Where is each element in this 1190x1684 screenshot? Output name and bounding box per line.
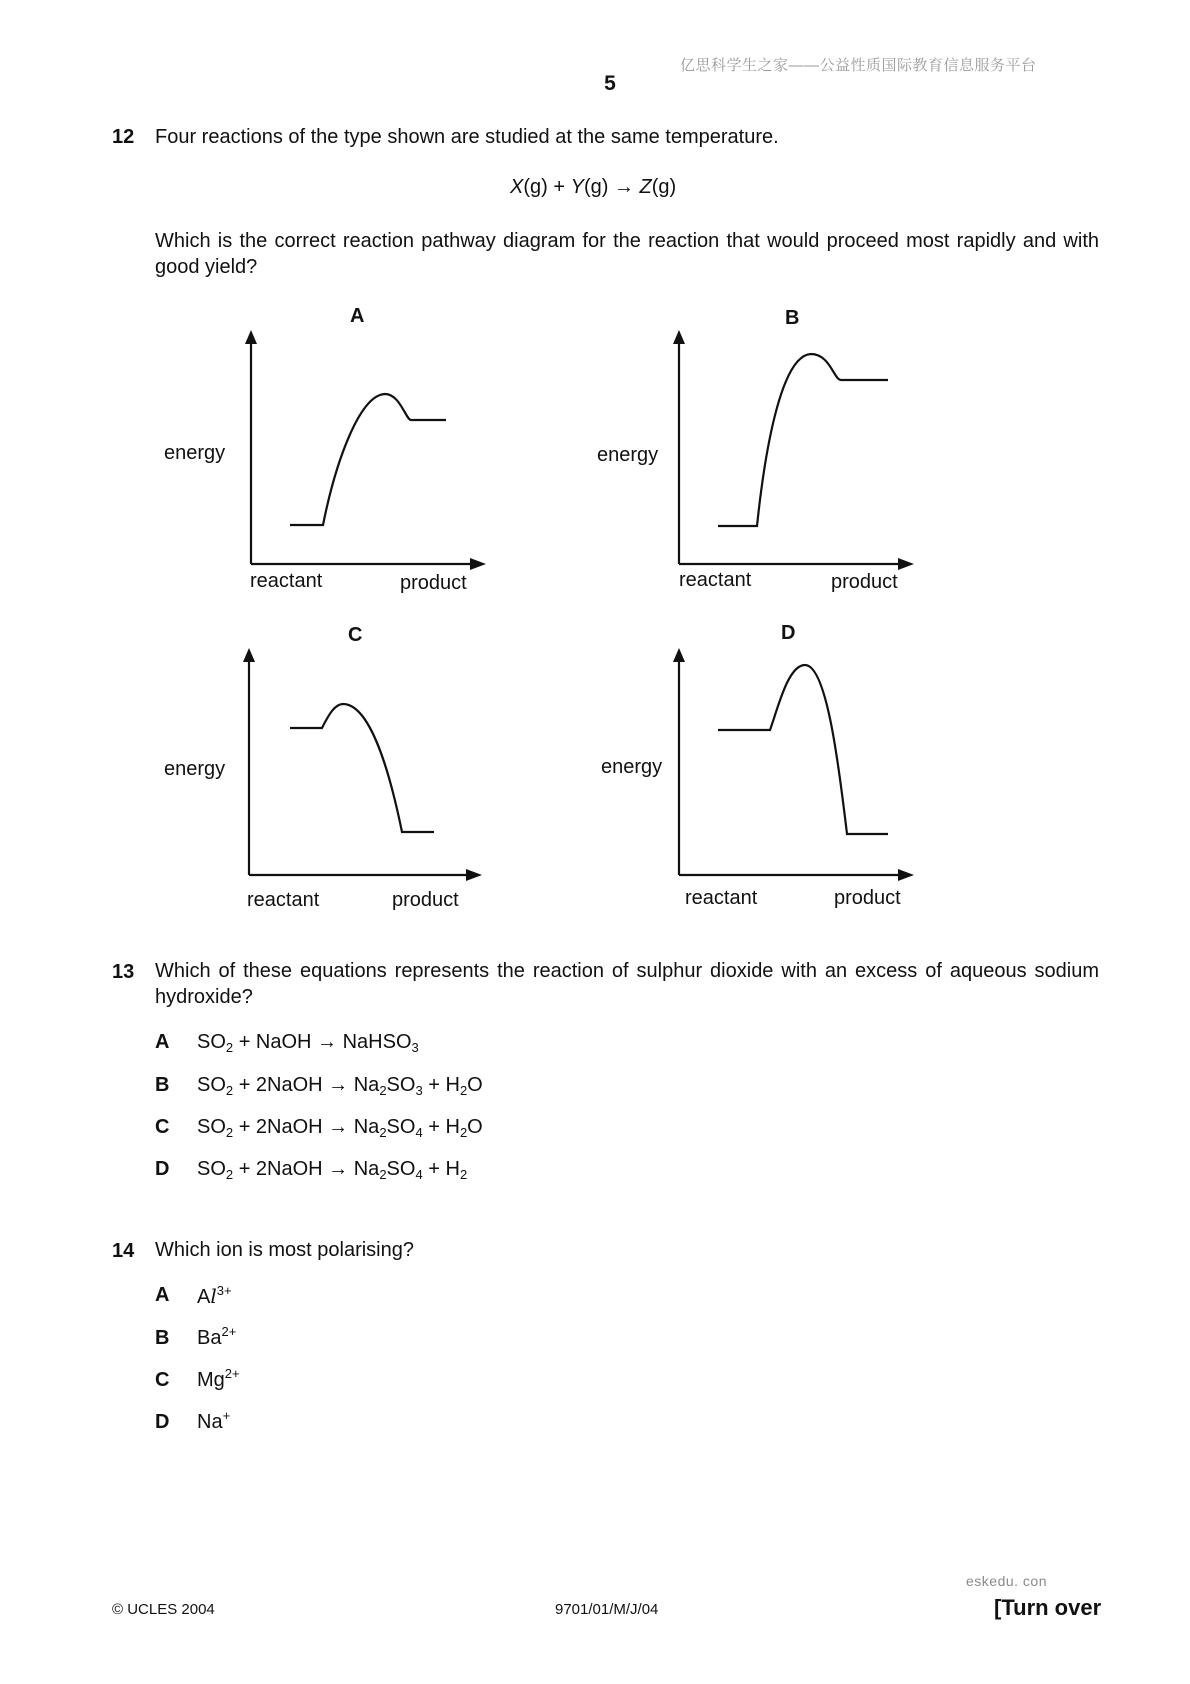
diagram-c-reactant-label: reactant (247, 889, 320, 911)
diagram-a-y-arrow (245, 330, 257, 344)
copyright-text: © UCLES 2004 (112, 1601, 215, 1618)
q13-option-a-equation (197, 1031, 419, 1054)
eq-text: + 2NaOH → Na (233, 1074, 380, 1096)
ion-charge: 2+ (221, 1324, 237, 1339)
question-12-prompt: Which is the correct reaction pathway diagram for the reaction that would proceed most rapidly and with good yield? (155, 230, 1099, 278)
eq-part-1: (g) + (523, 176, 571, 198)
eq-subscript: 3 (411, 1040, 419, 1055)
diagram-d-plot (658, 648, 918, 888)
eq-text: SO (386, 1158, 416, 1180)
ion-symbol: Mg (197, 1369, 225, 1391)
diagram-a-curve (290, 394, 446, 525)
eq-subscript: 2 (225, 1167, 234, 1182)
q14-option-c-letter: C (155, 1369, 170, 1391)
watermark-text: 亿思科学生之家——公益性质国际教育信息服务平台 (680, 57, 1037, 74)
eq-subscript: 2 (459, 1083, 468, 1098)
diagram-c-x-arrow (466, 869, 482, 881)
eq-subscript: 3 (415, 1083, 423, 1098)
eq-text: O (467, 1074, 483, 1096)
q14-option-d-letter: D (155, 1411, 170, 1433)
eq-part-3: (g) (651, 176, 677, 198)
question-12-equation (510, 176, 676, 199)
eq-text: SO (386, 1074, 416, 1096)
diagram-b-y-arrow (673, 330, 685, 344)
q13-option-c-letter: C (155, 1116, 170, 1138)
diagram-c-y-arrow (243, 648, 255, 662)
diagram-b-curve (718, 354, 888, 526)
q14-option-b-letter: B (155, 1327, 170, 1349)
diagram-b-product-label: product (831, 571, 898, 593)
eq-text: + 2NaOH → Na (233, 1116, 380, 1138)
diagram-d-reactant-label: reactant (685, 887, 758, 909)
eq-subscript: 2 (459, 1125, 468, 1140)
ion-charge: 2+ (224, 1366, 240, 1381)
eq-part-2: (g) → (583, 176, 640, 198)
diagram-b-letter: B (785, 307, 800, 329)
ion-symbol-script-l: l (210, 1284, 217, 1308)
q14-option-a-letter: A (155, 1284, 170, 1306)
q13-option-b-equation (197, 1074, 483, 1097)
eq-text: + 2NaOH → Na (233, 1158, 380, 1180)
question-12-text: Four reactions of the type shown are studied at the same temperature. (155, 126, 779, 148)
eq-text: SO (197, 1074, 226, 1096)
ion-symbol: Na (197, 1411, 223, 1433)
species-y: Y (570, 176, 584, 198)
eq-subscript: 2 (225, 1083, 234, 1098)
species-z: Z (639, 176, 652, 198)
diagram-a-x-arrow (470, 558, 486, 570)
diagram-a-product-label: product (400, 572, 467, 594)
diagram-d-letter: D (781, 622, 796, 644)
question-13-text: Which of these equations represents the reaction of sulphur dioxide with an excess of aqueous sodium hydroxide? (155, 960, 1099, 1008)
q13-option-a-letter: A (155, 1031, 170, 1053)
diagram-b-x-arrow (898, 558, 914, 570)
ion-charge: + (222, 1408, 231, 1423)
eq-subscript: 2 (225, 1040, 234, 1055)
q14-option-c-ion (197, 1366, 240, 1392)
eq-subscript: 2 (379, 1167, 387, 1182)
diagram-c-energy-label: energy (164, 758, 226, 780)
q14-option-d-ion (197, 1408, 231, 1434)
diagram-d-x-arrow (898, 869, 914, 881)
q14-option-a-ion (197, 1284, 232, 1309)
q13-option-c-equation (197, 1116, 483, 1139)
q13-option-d-equation (197, 1158, 467, 1181)
diagram-b-reactant-label: reactant (679, 569, 752, 591)
eq-subscript: 4 (415, 1125, 423, 1140)
diagram-a-letter: A (350, 305, 365, 327)
site-watermark: eskedu. con (966, 1573, 1047, 1589)
diagram-a-reactant-label: reactant (250, 570, 323, 592)
eq-text: SO (197, 1031, 226, 1053)
diagram-c-plot (228, 648, 488, 888)
eq-text: O (467, 1116, 483, 1138)
ion-symbol: A (197, 1286, 211, 1308)
eq-subscript: 2 (379, 1083, 387, 1098)
eq-text: + H (422, 1074, 460, 1096)
question-12-number: 12 (112, 126, 135, 148)
ion-charge: 3+ (216, 1283, 232, 1298)
eq-text: SO (197, 1158, 226, 1180)
diagram-d-curve (718, 665, 888, 834)
question-14-text: Which ion is most polarising? (155, 1239, 414, 1261)
q13-option-d-letter: D (155, 1158, 170, 1180)
paper-code: 9701/01/M/J/04 (555, 1601, 659, 1618)
eq-text: + NaOH → NaHSO (233, 1031, 412, 1053)
eq-subscript: 4 (415, 1167, 423, 1182)
eq-subscript: 2 (225, 1125, 234, 1140)
page-number: 5 (604, 72, 616, 95)
diagram-a-energy-label: energy (164, 442, 226, 464)
eq-subscript: 2 (379, 1125, 387, 1140)
q14-option-b-ion (197, 1324, 237, 1350)
ion-symbol: Ba (197, 1327, 222, 1349)
diagram-b-plot (658, 330, 918, 570)
eq-subscript: 2 (459, 1167, 468, 1182)
diagram-c-product-label: product (392, 889, 459, 911)
q13-option-b-letter: B (155, 1074, 170, 1096)
diagram-c-curve (290, 704, 434, 832)
eq-text: SO (386, 1116, 416, 1138)
question-14-number: 14 (112, 1240, 135, 1262)
question-13-number: 13 (112, 961, 135, 983)
diagram-d-y-arrow (673, 648, 685, 662)
diagram-d-energy-label: energy (601, 756, 663, 778)
diagram-d-product-label: product (834, 887, 901, 909)
diagram-c-letter: C (348, 624, 363, 646)
eq-text: SO (197, 1116, 226, 1138)
diagram-b-energy-label: energy (597, 444, 659, 466)
diagram-a-plot (230, 330, 490, 570)
eq-text: + H (422, 1116, 460, 1138)
eq-text: + H (422, 1158, 460, 1180)
turn-over-label: [Turn over (994, 1595, 1102, 1620)
species-x: X (510, 176, 524, 198)
